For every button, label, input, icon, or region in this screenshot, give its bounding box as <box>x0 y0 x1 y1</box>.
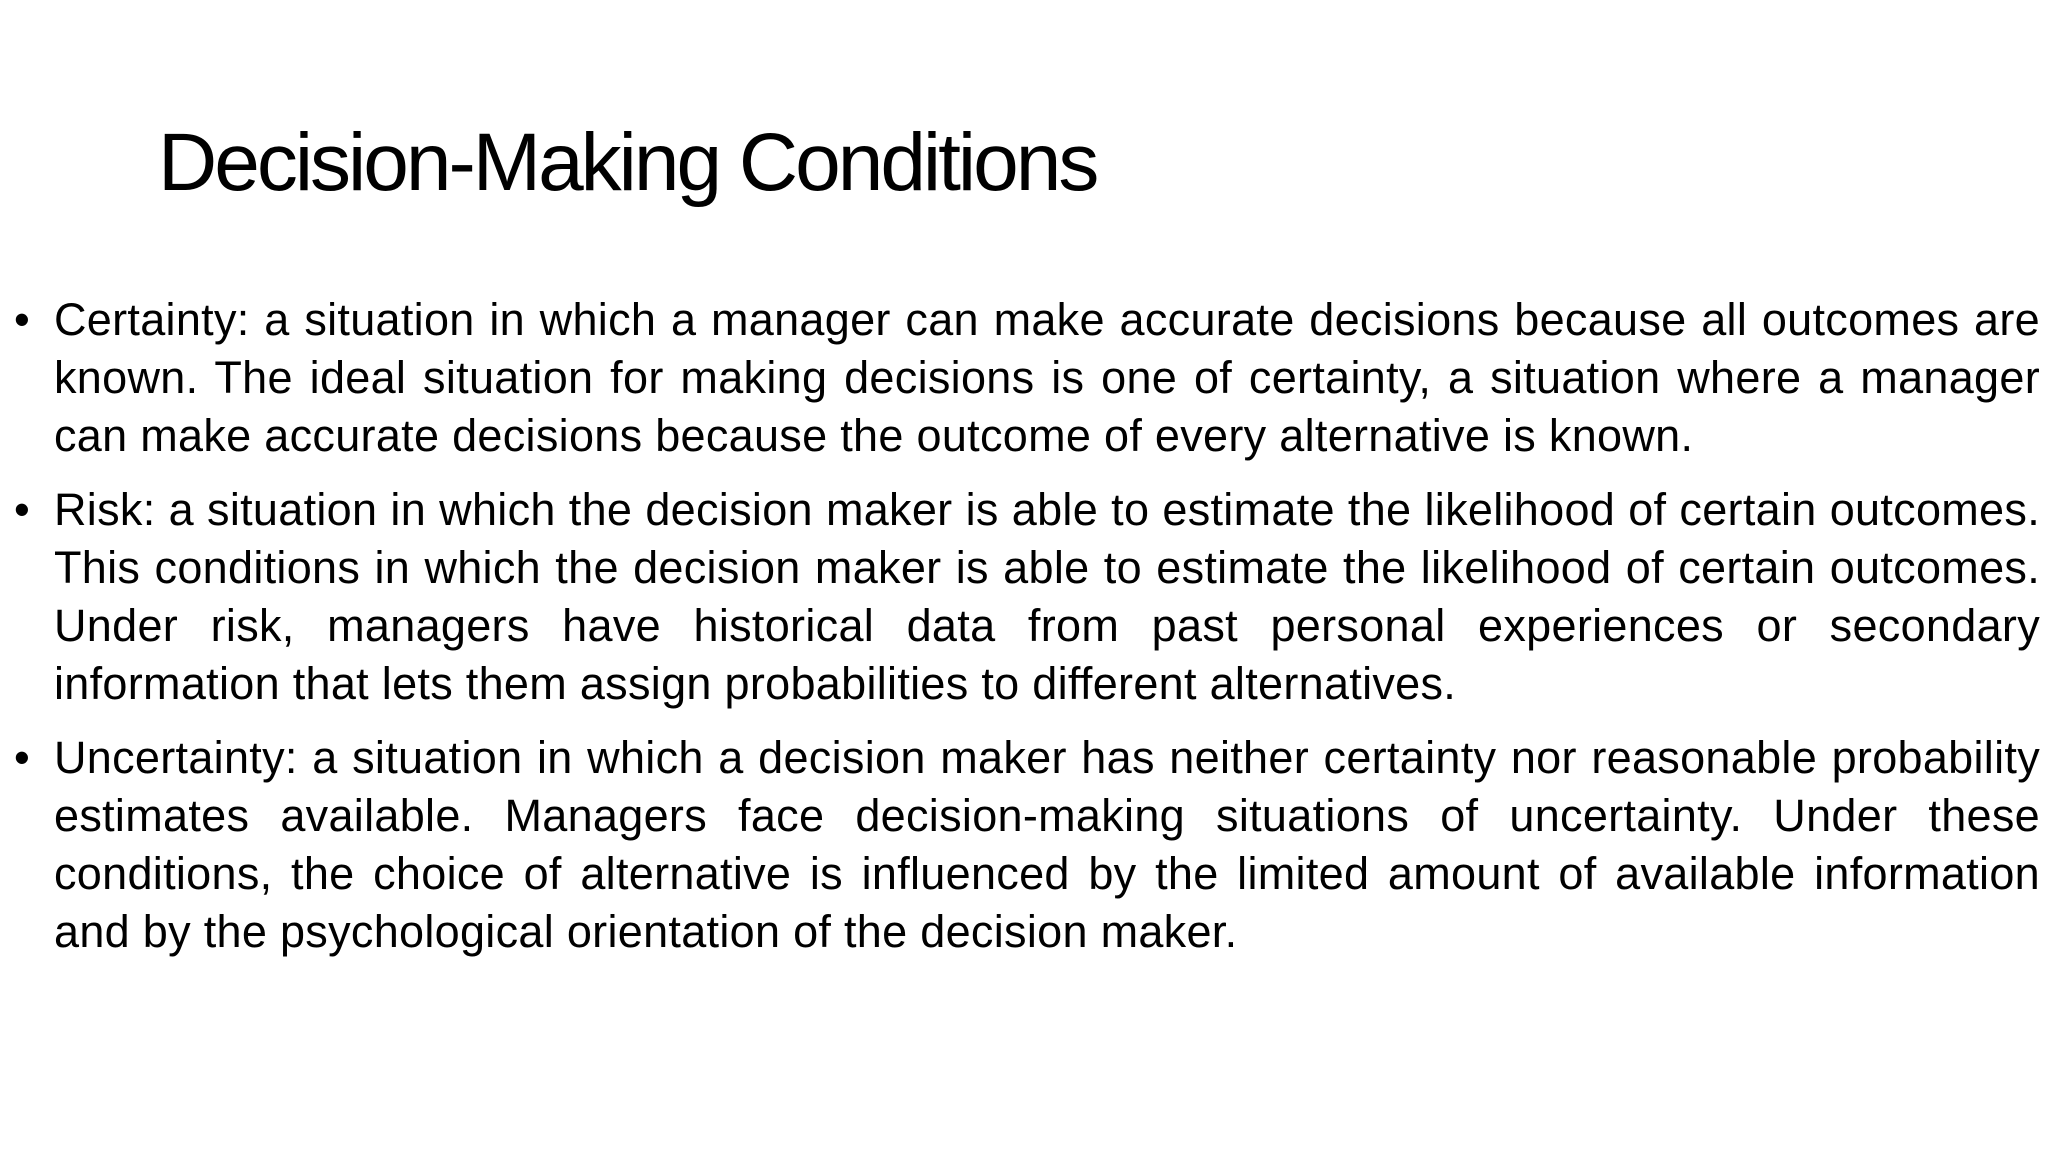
bullet-text: Risk: a situation in which the decision maker is able to estimate the likelihood of certain outcomes. This conditions in which the decision maker is able to estimate the likelihood of certain outcomes. Under risk, managers have historical data from past personal experiences or secondary information that lets them assign probabilities to different alternatives. <box>54 484 2040 709</box>
bullet-icon: • <box>14 732 31 783</box>
bullet-item-risk <box>0 481 2040 713</box>
slide-title: Decision-Making Conditions <box>158 117 1097 208</box>
bullet-text: Uncertainty: a situation in which a decision maker has neither certainty nor reasonable probability estimates available. Managers face decision-making situations of uncertainty. Under these conditions, the choice of alternative is influenced by the limited amount of available information and by the psychological orientation of the decision maker. <box>54 732 2040 957</box>
bullet-icon: • <box>14 484 31 535</box>
bullet-item-uncertainty <box>0 729 2040 961</box>
bullet-list <box>0 291 2040 977</box>
bullet-item-certainty <box>0 291 2040 465</box>
bullet-icon: • <box>14 294 31 345</box>
bullet-text: Certainty: a situation in which a manager can make accurate decisions because all outcomes are known. The ideal situation for making decisions is one of certainty, a situation where a manager can make accurate decisions because the outcome of every alternative is known. <box>54 294 2040 461</box>
